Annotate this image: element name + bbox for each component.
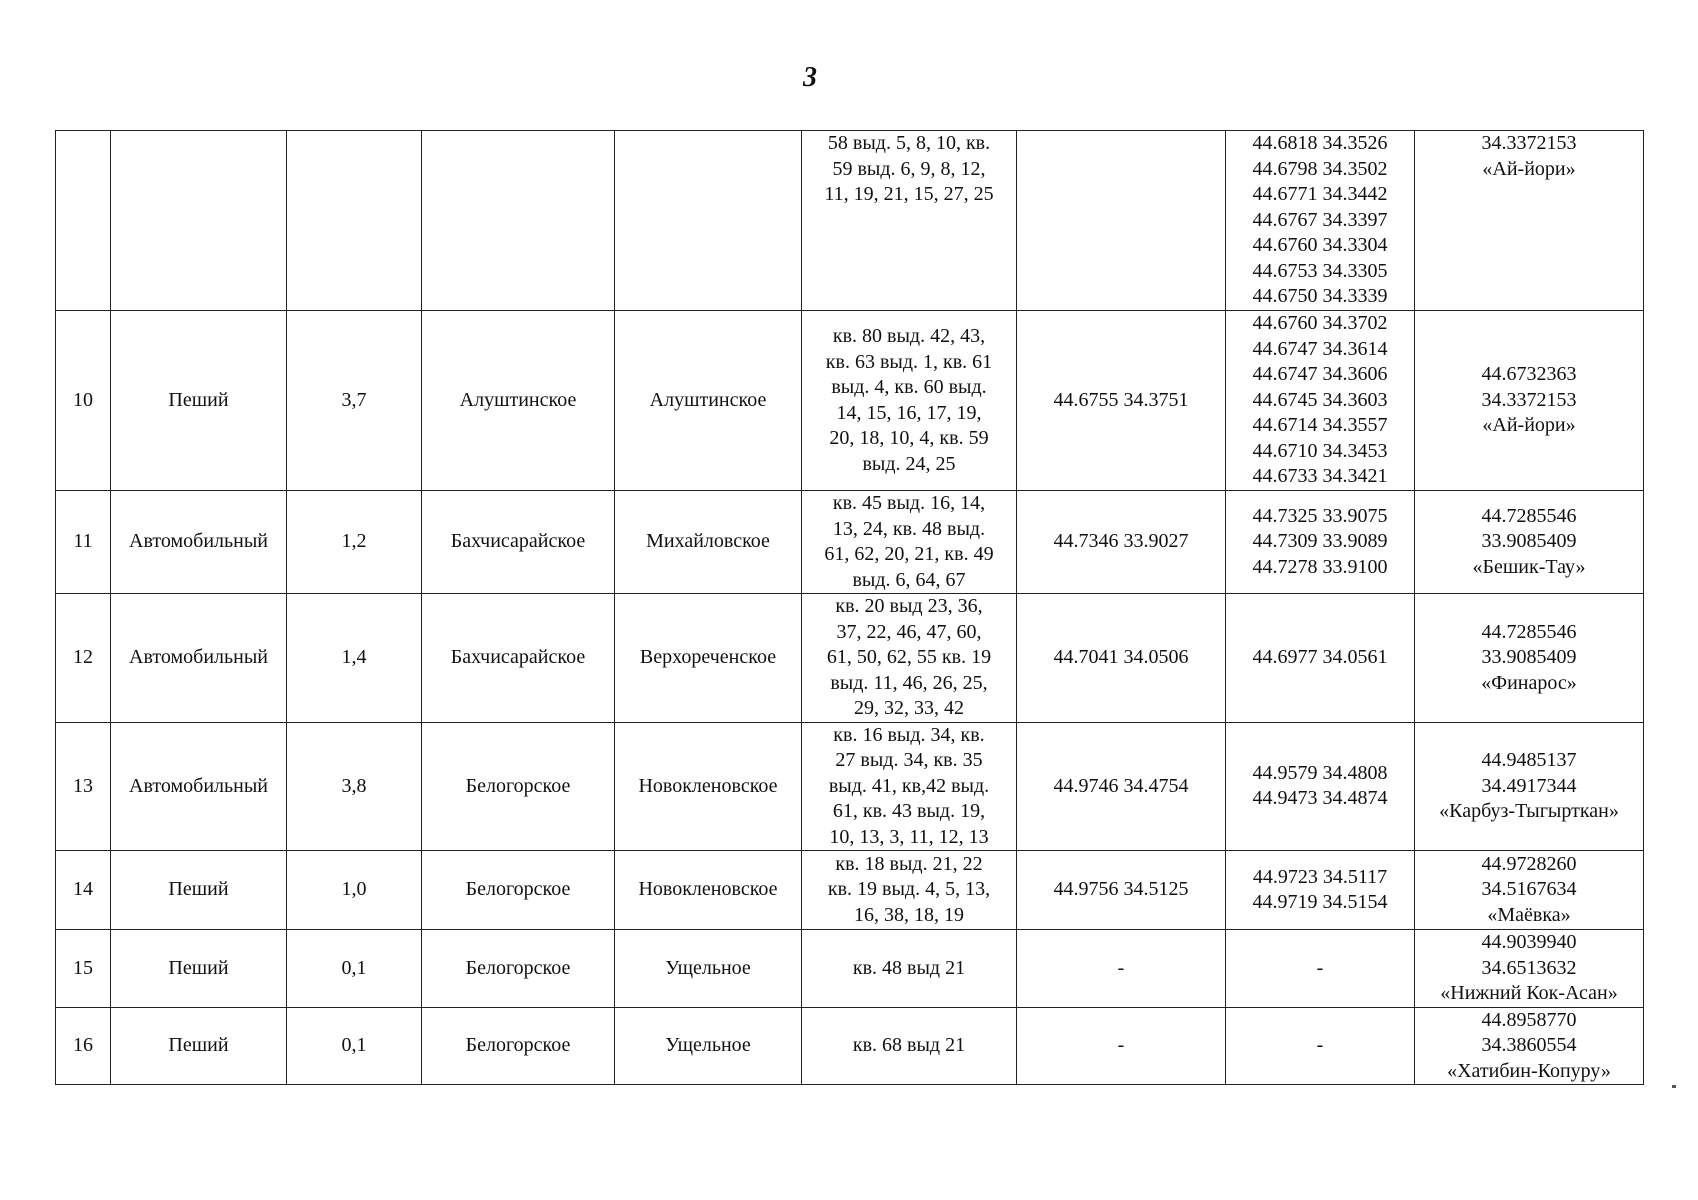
end-point-line: 44.6732363 <box>1481 363 1577 386</box>
waypoint-coordinates-line: 44.6818 34.3526 <box>1252 132 1388 155</box>
end-point-line: 44.9039940 <box>1481 931 1577 953</box>
quarters-list-line: 14, 15, 16, 17, 19, <box>836 401 982 424</box>
end-point-line: «Хатибин-Копуру» <box>1447 1059 1611 1082</box>
waypoint-coordinates <box>1226 131 1415 311</box>
quarters-list <box>802 930 1017 1008</box>
table-row <box>56 594 1644 723</box>
quarters-list <box>802 131 1017 311</box>
end-point-line: 44.9485137 <box>1481 749 1577 771</box>
waypoint-coordinates-line: 44.6771 34.3442 <box>1252 183 1388 206</box>
waypoint-coordinates-line: 44.6753 34.3305 <box>1252 259 1388 282</box>
waypoint-coordinates <box>1226 930 1415 1008</box>
quarters-list-line: 29, 32, 33, 42 <box>854 697 964 719</box>
waypoint-coordinates-line: 44.9719 34.5154 <box>1252 891 1388 913</box>
waypoint-coordinates-line: 44.7325 33.9075 <box>1252 504 1388 527</box>
end-point-line: 34.6513632 <box>1481 956 1577 979</box>
end-point <box>1415 491 1644 594</box>
route-length: 1,4 <box>287 594 422 723</box>
forestry-name: Белогорское <box>422 1007 615 1085</box>
district-name: Алуштинское <box>615 311 802 491</box>
waypoint-coordinates-line: 44.6750 34.3339 <box>1252 285 1388 308</box>
quarters-list <box>802 311 1017 491</box>
start-coordinates: - <box>1017 930 1226 1008</box>
row-number: 16 <box>56 1007 111 1085</box>
quarters-list-line: 58 выд. 5, 8, 10, кв. <box>827 132 991 154</box>
row-number: 15 <box>56 930 111 1008</box>
end-point <box>1415 1007 1644 1085</box>
district-name <box>615 131 802 311</box>
routes-table <box>55 130 1644 1085</box>
quarters-list-line: 59 выд. 6, 9, 8, 12, <box>832 157 986 180</box>
route-type: Автомобильный <box>111 722 287 851</box>
end-point-line: «Нижний Кок-Асан» <box>1440 982 1618 1004</box>
forestry-name: Белогорское <box>422 851 615 930</box>
forestry-name: Бахчисарайское <box>422 594 615 723</box>
row-number <box>56 131 111 311</box>
quarters-list <box>802 722 1017 851</box>
district-name: Михайловское <box>615 491 802 594</box>
start-coordinates: - <box>1017 1007 1226 1085</box>
row-number: 10 <box>56 311 111 491</box>
end-point-line: «Ай-йори» <box>1482 414 1576 437</box>
end-point-line: 44.7285546 <box>1481 504 1577 527</box>
end-point <box>1415 722 1644 851</box>
end-point <box>1415 851 1644 930</box>
quarters-list-line: 37, 22, 46, 47, 60, <box>836 620 982 643</box>
end-point-line: 44.8958770 <box>1481 1008 1577 1031</box>
row-number: 11 <box>56 491 111 594</box>
start-coordinates: 44.6755 34.3751 <box>1017 311 1226 491</box>
quarters-list <box>802 1007 1017 1085</box>
end-point-line: «Карбуз-Тыгырткан» <box>1439 800 1619 822</box>
quarters-list-line: 20, 18, 10, 4, кв. 59 <box>829 427 989 449</box>
waypoint-coordinates-line: 44.9473 34.4874 <box>1252 787 1388 810</box>
quarters-list-line: кв. 63 выд. 1, кв. 61 <box>825 350 993 373</box>
start-coordinates: 44.7346 33.9027 <box>1017 491 1226 594</box>
end-point-line: 33.9085409 <box>1481 530 1577 553</box>
quarters-list-line: кв. 20 выд 23, 36, <box>835 595 983 617</box>
waypoint-coordinates-line: 44.6977 34.0561 <box>1252 646 1388 668</box>
quarters-list-line: 13, 24, кв. 48 выд. <box>832 517 986 540</box>
quarters-list-line: выд. 4, кв. 60 выд. <box>831 376 987 398</box>
waypoint-coordinates-line: 44.6710 34.3453 <box>1252 439 1388 462</box>
end-point-line: 34.5167634 <box>1481 878 1577 901</box>
quarters-list-line: 61, 62, 20, 21, кв. 49 <box>824 543 994 565</box>
waypoint-coordinates-line: 44.6714 34.3557 <box>1252 414 1388 437</box>
quarters-list-line: кв. 16 выд. 34, кв. <box>833 723 985 746</box>
quarters-list-line: выд. 11, 46, 26, 25, <box>830 671 988 694</box>
end-point-line: 44.9728260 <box>1481 852 1577 875</box>
quarters-list-line: 27 выд. 34, кв. 35 <box>835 749 983 771</box>
waypoint-coordinates-line: 44.6760 34.3304 <box>1252 234 1388 257</box>
waypoint-coordinates-line: 44.6747 34.3606 <box>1252 363 1388 386</box>
route-length: 3,7 <box>287 311 422 491</box>
waypoint-coordinates <box>1226 1007 1415 1085</box>
waypoint-coordinates-line: 44.6760 34.3702 <box>1252 312 1388 335</box>
quarters-list-line: 10, 13, 3, 11, 12, 13 <box>829 825 989 848</box>
route-type: Автомобильный <box>111 491 287 594</box>
start-coordinates: 44.9756 34.5125 <box>1017 851 1226 930</box>
table-row <box>56 851 1644 930</box>
district-name: Ущельное <box>615 1007 802 1085</box>
waypoint-coordinates-line: 44.7278 33.9100 <box>1252 555 1388 578</box>
route-length: 1,2 <box>287 491 422 594</box>
quarters-list-line: кв. 45 выд. 16, 14, <box>832 492 986 514</box>
forestry-name: Белогорское <box>422 722 615 851</box>
waypoint-coordinates <box>1226 311 1415 491</box>
forestry-name: Белогорское <box>422 930 615 1008</box>
district-name: Новокленовское <box>615 851 802 930</box>
table-row <box>56 1007 1644 1085</box>
waypoint-coordinates-line: 44.6745 34.3603 <box>1252 388 1388 411</box>
end-point-line: «Маёвка» <box>1487 903 1571 926</box>
forestry-name <box>422 131 615 311</box>
route-type: Пеший <box>111 311 287 491</box>
quarters-list-line: кв. 19 выд. 4, 5, 13, <box>827 878 991 901</box>
forestry-name: Бахчисарайское <box>422 491 615 594</box>
end-point <box>1415 131 1644 311</box>
quarters-list-line: кв. 68 выд 21 <box>852 1034 966 1056</box>
quarters-list <box>802 594 1017 723</box>
waypoint-coordinates <box>1226 594 1415 723</box>
quarters-list <box>802 491 1017 594</box>
route-length: 3,8 <box>287 722 422 851</box>
end-point-line: «Финарос» <box>1481 671 1577 694</box>
waypoint-coordinates-line: 44.7309 33.9089 <box>1252 530 1388 553</box>
route-type: Автомобильный <box>111 594 287 723</box>
end-point <box>1415 930 1644 1008</box>
waypoint-coordinates <box>1226 491 1415 594</box>
end-point-line: «Бешик-Тау» <box>1472 555 1586 578</box>
table-body <box>56 131 1644 1085</box>
waypoint-coordinates-line: - <box>1316 1034 1324 1056</box>
route-length <box>287 131 422 311</box>
end-point <box>1415 311 1644 491</box>
end-point-line: «Ай-йори» <box>1482 157 1576 180</box>
waypoint-coordinates <box>1226 722 1415 851</box>
waypoint-coordinates-line: 44.6798 34.3502 <box>1252 157 1388 180</box>
end-point-line: 44.7285546 <box>1481 620 1577 643</box>
waypoint-coordinates-line: 44.6733 34.3421 <box>1252 465 1388 488</box>
waypoint-coordinates-line: 44.9723 34.5117 <box>1252 865 1388 888</box>
route-length: 0,1 <box>287 1007 422 1085</box>
route-type: Пеший <box>111 851 287 930</box>
district-name: Верхореченское <box>615 594 802 723</box>
district-name: Ущельное <box>615 930 802 1008</box>
quarters-list-line: кв. 18 выд. 21, 22 <box>835 852 983 875</box>
table-row <box>56 722 1644 851</box>
quarters-list-line: 61, кв. 43 выд. 19, <box>832 800 986 822</box>
quarters-list-line: 61, 50, 62, 55 кв. 19 <box>826 646 992 668</box>
table-row <box>56 131 1644 311</box>
quarters-list-line: кв. 80 выд. 42, 43, <box>832 325 986 347</box>
quarters-list-line: 16, 38, 18, 19 <box>854 903 964 926</box>
quarters-list-line: кв. 48 выд 21 <box>852 956 966 979</box>
table-row <box>56 930 1644 1008</box>
route-type: Пеший <box>111 930 287 1008</box>
route-type <box>111 131 287 311</box>
end-point-line: 34.4917344 <box>1481 774 1577 797</box>
quarters-list-line: выд. 41, кв,42 выд. <box>828 774 990 797</box>
end-point <box>1415 594 1644 723</box>
quarters-list-line: выд. 6, 64, 67 <box>852 568 966 591</box>
table-row <box>56 491 1644 594</box>
waypoint-coordinates-line: 44.9579 34.4808 <box>1252 761 1388 784</box>
end-point-line: 34.3372153 <box>1481 132 1577 154</box>
route-length: 0,1 <box>287 930 422 1008</box>
table-row <box>56 311 1644 491</box>
row-number: 14 <box>56 851 111 930</box>
end-point-line: 33.9085409 <box>1481 646 1577 668</box>
waypoint-coordinates-line: 44.6767 34.3397 <box>1252 208 1388 231</box>
quarters-list-line: выд. 24, 25 <box>862 452 956 475</box>
forestry-name: Алуштинское <box>422 311 615 491</box>
scan-artifact <box>1672 1085 1676 1088</box>
quarters-list-line: 11, 19, 21, 15, 27, 25 <box>824 183 994 205</box>
start-coordinates: 44.7041 34.0506 <box>1017 594 1226 723</box>
waypoint-coordinates <box>1226 851 1415 930</box>
end-point-line: 34.3372153 <box>1481 388 1577 411</box>
district-name: Новокленовское <box>615 722 802 851</box>
quarters-list <box>802 851 1017 930</box>
end-point-line: 34.3860554 <box>1481 1034 1577 1056</box>
waypoint-coordinates-line: 44.6747 34.3614 <box>1252 337 1388 360</box>
start-coordinates <box>1017 131 1226 311</box>
route-length: 1,0 <box>287 851 422 930</box>
route-type: Пеший <box>111 1007 287 1085</box>
row-number: 13 <box>56 722 111 851</box>
start-coordinates: 44.9746 34.4754 <box>1017 722 1226 851</box>
page-number: 3 <box>803 62 817 93</box>
row-number: 12 <box>56 594 111 723</box>
waypoint-coordinates-line: - <box>1316 956 1324 979</box>
